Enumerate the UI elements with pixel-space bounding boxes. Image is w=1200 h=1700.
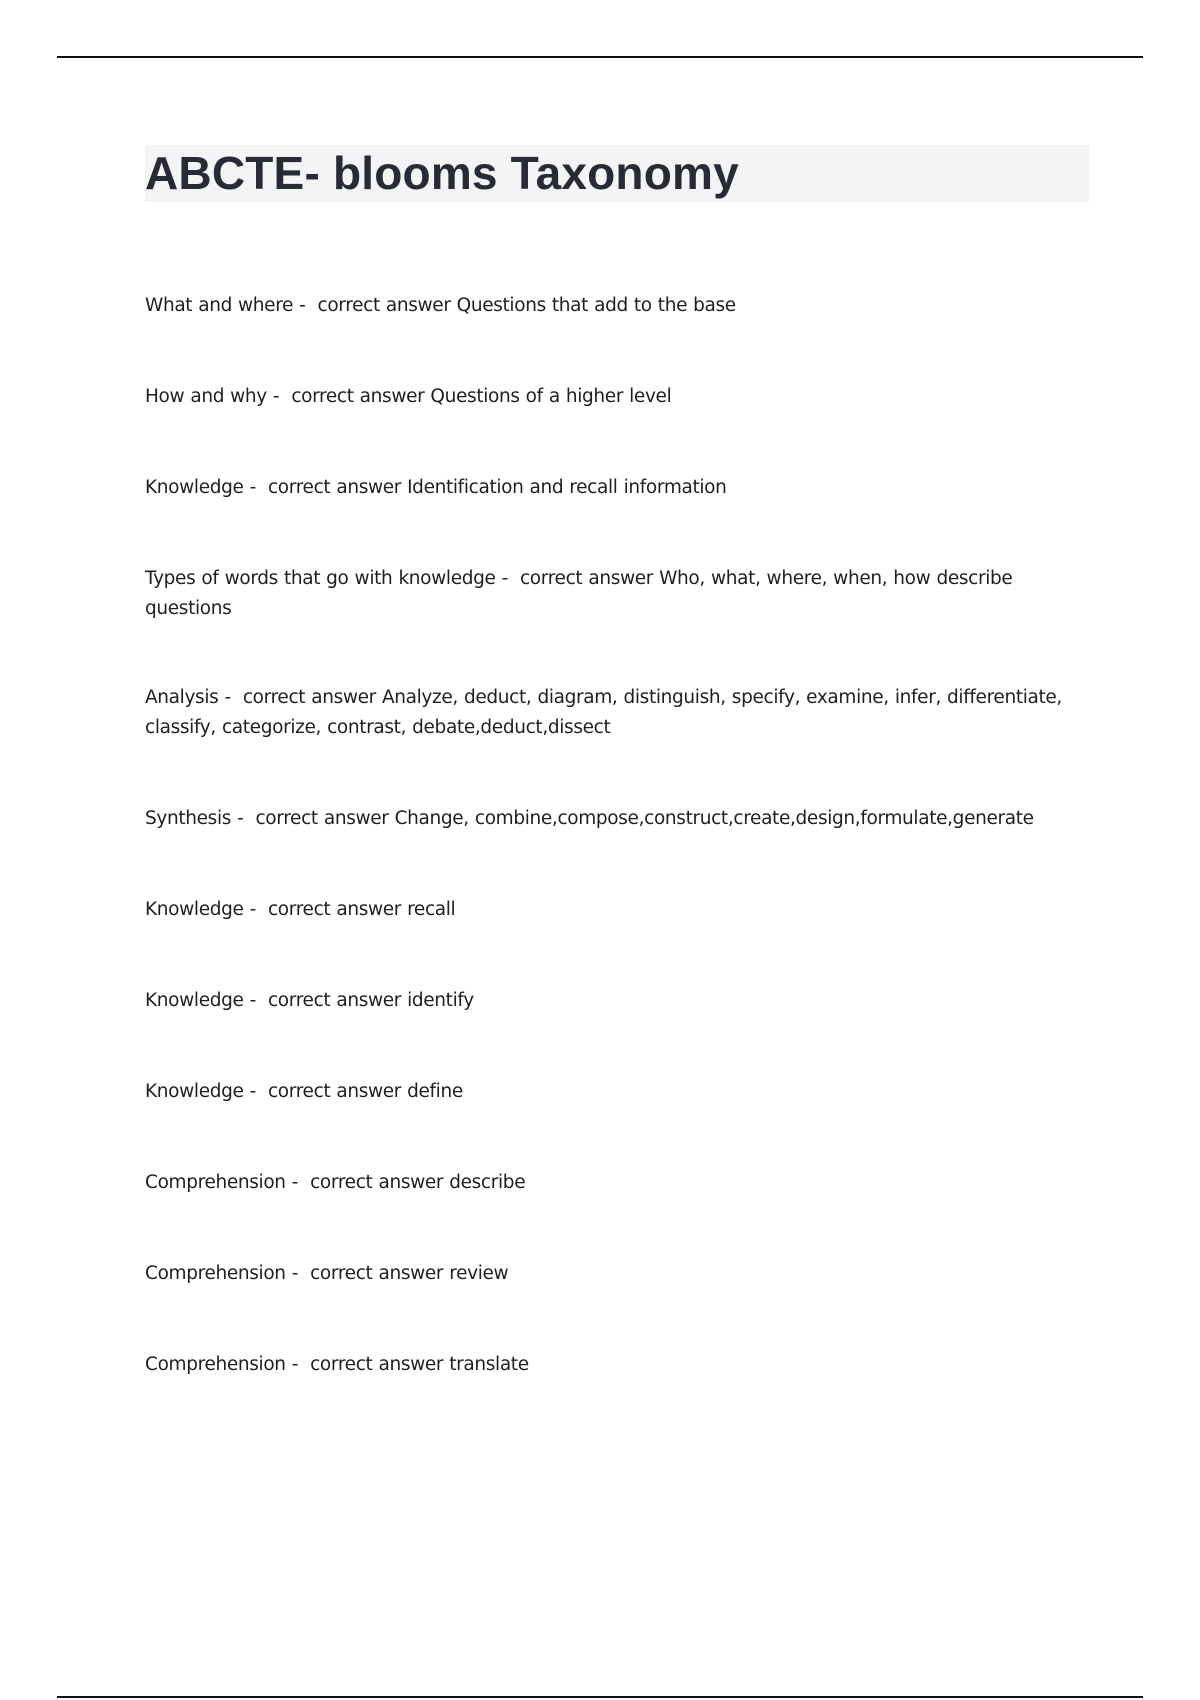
- qa-answer: translate: [449, 1354, 529, 1375]
- qa-item: [145, 564, 1085, 624]
- qa-term: How and why -: [145, 386, 280, 407]
- qa-label: correct answer: [317, 295, 451, 316]
- qa-term: Knowledge -: [145, 899, 256, 920]
- qa-term: Analysis -: [145, 687, 231, 708]
- qa-label: correct answer: [310, 1354, 444, 1375]
- qa-label: correct answer: [291, 386, 425, 407]
- qa-label: correct answer: [242, 687, 376, 708]
- qa-term: Comprehension -: [145, 1354, 299, 1375]
- qa-item: [145, 1350, 1085, 1380]
- qa-answer: describe: [449, 1172, 526, 1193]
- qa-term: Knowledge -: [145, 1081, 256, 1102]
- qa-answer: review: [449, 1263, 509, 1284]
- qa-item: [145, 986, 1085, 1016]
- qa-item: [145, 683, 1085, 743]
- qa-item: [145, 895, 1085, 925]
- qa-answer: identify: [407, 990, 474, 1011]
- qa-answer: Change, combine,compose,construct,create,design,formulate,generate: [394, 808, 1034, 829]
- qa-answer: Questions that add to the base: [456, 295, 736, 316]
- qa-label: correct answer: [310, 1263, 444, 1284]
- qa-term: Knowledge -: [145, 990, 256, 1011]
- qa-label: correct answer: [255, 808, 389, 829]
- qa-label: correct answer: [267, 990, 402, 1011]
- qa-item: [145, 382, 1085, 412]
- qa-answer: recall: [407, 899, 456, 920]
- qa-answer: Identification and recall information: [407, 477, 727, 498]
- qa-term: Types of words that go with knowledge -: [145, 568, 508, 589]
- qa-item: [145, 291, 1085, 321]
- page-title: ABCTE- blooms Taxonomy: [145, 147, 739, 199]
- qa-label: correct answer: [267, 1081, 402, 1102]
- title-bar: [145, 145, 1089, 202]
- qa-answer: Questions of a higher level: [430, 386, 672, 407]
- bottom-rule: [57, 1696, 1143, 1698]
- qa-item: [145, 1077, 1085, 1107]
- qa-label: correct answer: [267, 899, 402, 920]
- qa-answer: Analyze, deduct, diagram, distinguish, specify, examine, infer, differentiate, classify, categorize, contrast, debate,deduct,dissect: [145, 687, 1062, 738]
- qa-answer: define: [407, 1081, 463, 1102]
- qa-item: [145, 804, 1085, 834]
- qa-term: Comprehension -: [145, 1172, 299, 1193]
- qa-term: Knowledge -: [145, 477, 256, 498]
- qa-answer: Who, what, where, when, how describe questions: [145, 568, 1013, 619]
- qa-term: Comprehension -: [145, 1263, 299, 1284]
- qa-label: correct answer: [267, 477, 402, 498]
- qa-label: correct answer: [519, 568, 654, 589]
- qa-label: correct answer: [310, 1172, 444, 1193]
- qa-term: Synthesis -: [145, 808, 244, 829]
- qa-item: [145, 473, 1085, 503]
- qa-item: [145, 1259, 1085, 1289]
- qa-item: [145, 1168, 1085, 1198]
- top-rule: [57, 56, 1143, 58]
- qa-term: What and where -: [145, 295, 306, 316]
